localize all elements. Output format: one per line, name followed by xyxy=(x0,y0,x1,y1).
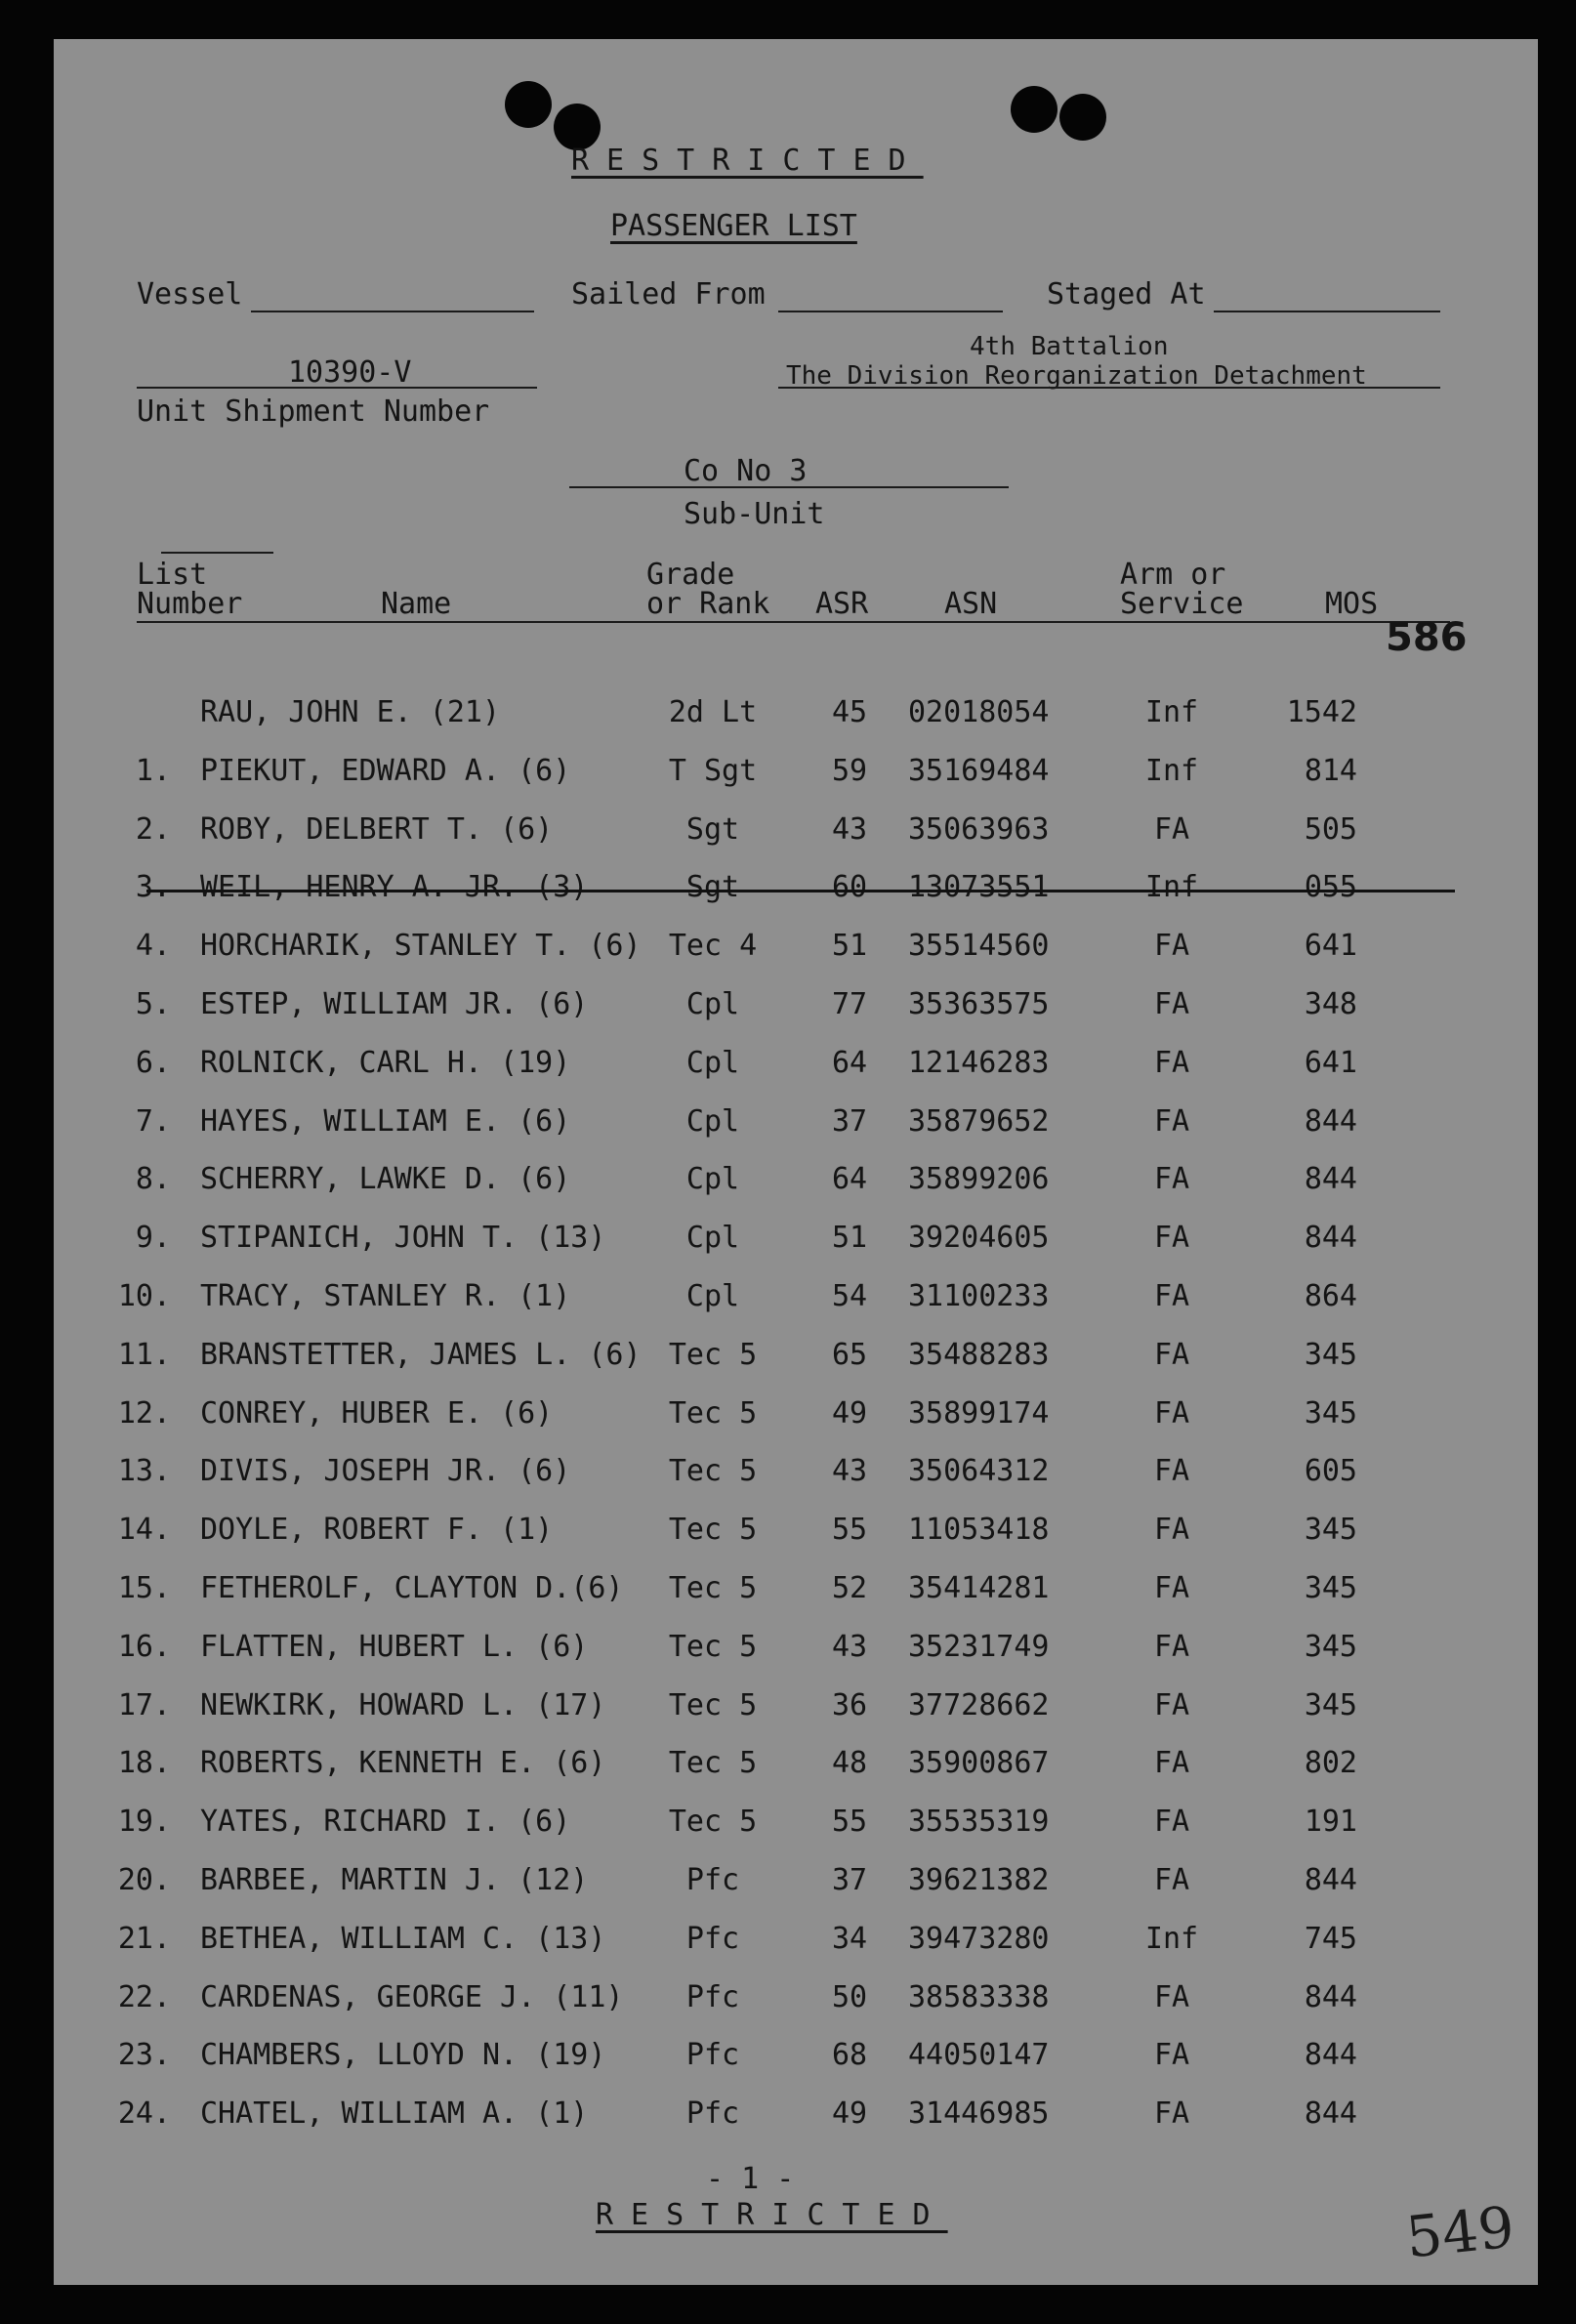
asr-score: 45 xyxy=(831,695,868,729)
mos-code: 802 xyxy=(1304,1746,1357,1781)
mos-code: 345 xyxy=(1304,1337,1357,1372)
passenger-name: TRACY, STANLEY R. (1) xyxy=(200,1279,571,1313)
table-row xyxy=(54,1279,1518,1318)
mos-code: 844 xyxy=(1304,1221,1357,1256)
table-row xyxy=(54,929,1518,968)
grade-rank: Tec 5 xyxy=(668,1454,758,1489)
grade-rank: Tec 4 xyxy=(668,929,758,964)
asn-number: 35535319 xyxy=(908,1805,1050,1840)
asr-score: 51 xyxy=(831,929,868,964)
arm-service: FA xyxy=(1153,811,1190,847)
row-number: 14. xyxy=(117,1513,171,1548)
grade-rank: Sgt xyxy=(685,811,740,847)
col-grade-1: Grade xyxy=(646,558,735,592)
arm-service: FA xyxy=(1153,1221,1190,1256)
arm-service: Inf xyxy=(1144,753,1199,788)
row-number: 16. xyxy=(117,1629,171,1664)
asn-number: 44050147 xyxy=(908,2038,1050,2073)
table-row xyxy=(54,1454,1518,1493)
table-row xyxy=(54,2096,1518,2136)
sailed-from-label: Sailed From xyxy=(571,277,766,311)
asr-score: 49 xyxy=(831,2096,868,2132)
asn-number: 35899174 xyxy=(908,1395,1050,1431)
arm-service: FA xyxy=(1153,1571,1190,1605)
shipment-number-line xyxy=(137,387,537,389)
mos-code: 348 xyxy=(1304,987,1357,1021)
vessel-field-line xyxy=(251,311,534,312)
arm-service: Inf xyxy=(1144,1921,1199,1956)
asn-number: 35063963 xyxy=(908,811,1050,847)
col-mos: MOS xyxy=(1325,587,1379,621)
staged-at-label: Staged At xyxy=(1047,277,1206,311)
passenger-name: BRANSTETTER, JAMES L. (6) xyxy=(200,1337,642,1372)
table-row xyxy=(54,1221,1518,1260)
row-number: 21. xyxy=(117,1921,171,1956)
page-stamp: 586 xyxy=(1386,615,1468,660)
asn-number: 35488283 xyxy=(908,1337,1050,1372)
passenger-name: NEWKIRK, HOWARD L. (17) xyxy=(200,1687,606,1722)
asr-score: 55 xyxy=(831,1513,868,1548)
row-number: 23. xyxy=(117,2038,171,2073)
asn-number: 35231749 xyxy=(908,1629,1050,1664)
row-number: 6. xyxy=(135,1045,171,1080)
asr-score: 49 xyxy=(831,1395,868,1431)
mos-code: 345 xyxy=(1304,1571,1357,1605)
mos-code: 745 xyxy=(1304,1921,1357,1956)
asn-number: 31446985 xyxy=(908,2096,1050,2132)
company: Co No 3 xyxy=(684,454,808,488)
passenger-name: CHAMBERS, LLOYD N. (19) xyxy=(200,2038,606,2073)
asn-number: 39204605 xyxy=(908,1221,1050,1256)
asr-score: 43 xyxy=(831,1629,868,1664)
grade-rank: Tec 5 xyxy=(668,1395,758,1431)
row-number: 10. xyxy=(117,1279,171,1313)
passenger-name: ROBY, DELBERT T. (6) xyxy=(200,811,554,847)
arm-service: FA xyxy=(1153,1454,1190,1489)
table-row xyxy=(54,695,1518,734)
vessel-label: Vessel xyxy=(137,277,243,311)
mos-code: 345 xyxy=(1304,1513,1357,1548)
grade-rank: Pfc xyxy=(685,1979,740,2014)
passenger-name: HAYES, WILLIAM E. (6) xyxy=(200,1103,571,1139)
arm-service: FA xyxy=(1153,1805,1190,1840)
table-row xyxy=(54,1571,1518,1610)
mos-code: 505 xyxy=(1304,811,1357,847)
asn-number: 02018054 xyxy=(908,695,1050,729)
mos-code: 345 xyxy=(1304,1395,1357,1431)
col-name: Name xyxy=(381,587,452,621)
arm-service: FA xyxy=(1153,1629,1190,1664)
col-asr: ASR xyxy=(815,587,869,621)
asr-score: 52 xyxy=(831,1571,868,1605)
sailed-from-field-line xyxy=(778,311,1003,312)
punch-hole xyxy=(1059,94,1106,141)
asr-score: 51 xyxy=(831,1221,868,1256)
row-number: 5. xyxy=(135,987,171,1021)
asn-number: 35879652 xyxy=(908,1103,1050,1139)
table-row xyxy=(54,987,1518,1026)
grade-rank: 2d Lt xyxy=(668,695,758,729)
table-row xyxy=(54,2038,1518,2077)
asr-score: 65 xyxy=(831,1337,868,1372)
grade-rank: Cpl xyxy=(685,1221,740,1256)
mos-code: 844 xyxy=(1304,2096,1357,2132)
asn-number: 35363575 xyxy=(908,987,1050,1021)
asr-score: 34 xyxy=(831,1921,868,1956)
grade-rank: Cpl xyxy=(685,1103,740,1139)
row-number: 4. xyxy=(135,929,171,964)
asr-score: 64 xyxy=(831,1045,868,1080)
passenger-name: YATES, RICHARD I. (6) xyxy=(200,1805,571,1840)
asr-score: 54 xyxy=(831,1279,868,1313)
restricted-header: RESTRICTED xyxy=(571,144,924,178)
arm-service: FA xyxy=(1153,2038,1190,2073)
asr-score: 68 xyxy=(831,2038,868,2073)
grade-rank: Tec 5 xyxy=(668,1746,758,1781)
mos-code: 864 xyxy=(1304,1279,1357,1313)
mos-code: 844 xyxy=(1304,1863,1357,1897)
asr-score: 43 xyxy=(831,1454,868,1489)
mos-code: 641 xyxy=(1304,929,1357,964)
passenger-name: ESTEP, WILLIAM JR. (6) xyxy=(200,987,589,1021)
asr-score: 50 xyxy=(831,1979,868,2014)
row-number: 8. xyxy=(135,1162,171,1197)
table-row xyxy=(54,1630,1518,1669)
passenger-name: DIVIS, JOSEPH JR. (6) xyxy=(200,1454,571,1489)
table-row xyxy=(54,812,1518,851)
row-number: 13. xyxy=(117,1454,171,1489)
battalion: 4th Battalion xyxy=(970,332,1169,361)
mos-code: 345 xyxy=(1304,1687,1357,1722)
row-number: 15. xyxy=(117,1571,171,1605)
asn-number: 38583338 xyxy=(908,1979,1050,2014)
passenger-name: ROLNICK, CARL H. (19) xyxy=(200,1045,571,1080)
grade-rank: Tec 5 xyxy=(668,1805,758,1840)
header-underline xyxy=(137,621,1450,623)
table-row xyxy=(54,1746,1518,1785)
asn-number: 13073551 xyxy=(908,870,1050,905)
table-row xyxy=(54,1922,1518,1961)
asn-number: 39473280 xyxy=(908,1921,1050,1956)
asn-number: 35064312 xyxy=(908,1454,1050,1489)
row-number: 11. xyxy=(117,1337,171,1372)
passenger-name: FETHEROLF, CLAYTON D.(6) xyxy=(200,1571,624,1605)
arm-service: FA xyxy=(1153,2096,1190,2132)
detachment-line xyxy=(778,387,1440,389)
table-row xyxy=(54,1805,1518,1844)
arm-service: FA xyxy=(1153,1746,1190,1781)
arm-service: Inf xyxy=(1144,870,1199,905)
asr-score: 55 xyxy=(831,1805,868,1840)
grade-rank: Tec 5 xyxy=(668,1337,758,1372)
row-number: 24. xyxy=(117,2096,171,2132)
row-number: 7. xyxy=(135,1103,171,1139)
asn-number: 39621382 xyxy=(908,1863,1050,1897)
grade-rank: Tec 5 xyxy=(668,1513,758,1548)
shipment-number-label: Unit Shipment Number xyxy=(137,394,490,429)
table-row xyxy=(54,1980,1518,2019)
row-number: 20. xyxy=(117,1863,171,1897)
asn-number: 11053418 xyxy=(908,1513,1050,1548)
grade-rank: Tec 5 xyxy=(668,1571,758,1605)
asr-score: 59 xyxy=(831,753,868,788)
col-asn: ASN xyxy=(944,587,998,621)
mos-code: 844 xyxy=(1304,2038,1357,2073)
grade-rank: Pfc xyxy=(685,2096,740,2132)
col-arm-2: Service xyxy=(1120,587,1244,621)
strikethrough-line xyxy=(146,890,1455,892)
grade-rank: Cpl xyxy=(685,1162,740,1197)
asr-score: 37 xyxy=(831,1103,868,1139)
row-number: 12. xyxy=(117,1395,171,1431)
passenger-name: PIEKUT, EDWARD A. (6) xyxy=(200,753,571,788)
grade-rank: Pfc xyxy=(685,1921,740,1956)
mos-code: 1542 xyxy=(1286,695,1357,729)
grade-rank: Sgt xyxy=(685,870,740,905)
asn-number: 35169484 xyxy=(908,753,1050,788)
document-page xyxy=(54,39,1538,2285)
table-row xyxy=(54,870,1518,909)
mos-code: 844 xyxy=(1304,1103,1357,1139)
table-row xyxy=(54,1513,1518,1552)
grade-rank: Cpl xyxy=(685,987,740,1021)
asn-number: 35900867 xyxy=(908,1746,1050,1781)
mos-code: 814 xyxy=(1304,753,1357,788)
document-title: PASSENGER LIST xyxy=(610,209,857,243)
asn-number: 35514560 xyxy=(908,929,1050,964)
table-row xyxy=(54,1396,1518,1435)
table-row xyxy=(54,754,1518,793)
arm-service: FA xyxy=(1153,1687,1190,1722)
arm-service: FA xyxy=(1153,1279,1190,1313)
row-number: 1. xyxy=(135,753,171,788)
arm-service: FA xyxy=(1153,1863,1190,1897)
company-line xyxy=(569,486,1009,488)
mos-code: 345 xyxy=(1304,1629,1357,1664)
col-list-number-2: Number xyxy=(137,587,243,621)
grade-rank: Tec 5 xyxy=(668,1687,758,1722)
page-number: - 1 - xyxy=(706,2162,795,2196)
passenger-name: BARBEE, MARTIN J. (12) xyxy=(200,1863,589,1897)
grade-rank: T Sgt xyxy=(668,753,758,788)
passenger-name: CHATEL, WILLIAM A. (1) xyxy=(200,2096,589,2132)
staged-at-field-line xyxy=(1214,311,1440,312)
mos-code: 605 xyxy=(1304,1454,1357,1489)
arm-service: FA xyxy=(1153,1103,1190,1139)
arm-service: FA xyxy=(1153,1513,1190,1548)
arm-service: FA xyxy=(1153,929,1190,964)
restricted-footer: RESTRICTED xyxy=(596,2198,948,2232)
mos-code: 844 xyxy=(1304,1162,1357,1197)
mos-code: 191 xyxy=(1304,1805,1357,1840)
shipment-number: 10390-V xyxy=(288,355,412,390)
table-row xyxy=(54,1104,1518,1143)
passenger-name: SCHERRY, LAWKE D. (6) xyxy=(200,1162,571,1197)
grade-rank: Cpl xyxy=(685,1045,740,1080)
asr-score: 43 xyxy=(831,811,868,847)
passenger-name: HORCHARIK, STANLEY T. (6) xyxy=(200,929,642,964)
arm-service: FA xyxy=(1153,1162,1190,1197)
asr-score: 64 xyxy=(831,1162,868,1197)
row-number: 2. xyxy=(135,811,171,847)
grade-rank: Tec 5 xyxy=(668,1629,758,1664)
passenger-name: BETHEA, WILLIAM C. (13) xyxy=(200,1921,606,1956)
arm-service: FA xyxy=(1153,1395,1190,1431)
punch-hole xyxy=(1011,86,1058,133)
row-number: 17. xyxy=(117,1687,171,1722)
arm-service: Inf xyxy=(1144,695,1199,729)
table-row xyxy=(54,1688,1518,1727)
header-mark xyxy=(161,552,273,554)
mos-code: 055 xyxy=(1304,870,1357,905)
punch-hole xyxy=(505,81,552,128)
asr-score: 48 xyxy=(831,1746,868,1781)
mos-code: 641 xyxy=(1304,1045,1357,1080)
asn-number: 37728662 xyxy=(908,1687,1050,1722)
grade-rank: Pfc xyxy=(685,2038,740,2073)
mos-code: 844 xyxy=(1304,1979,1357,2014)
arm-service: FA xyxy=(1153,1979,1190,2014)
asn-number: 35899206 xyxy=(908,1162,1050,1197)
arm-service: FA xyxy=(1153,987,1190,1021)
sub-unit-label: Sub-Unit xyxy=(684,497,825,531)
asr-score: 37 xyxy=(831,1863,868,1897)
handwritten-number: 549 xyxy=(1402,2193,1517,2271)
detachment: The Division Reorganization Detachment xyxy=(786,361,1367,391)
asr-score: 77 xyxy=(831,987,868,1021)
row-number: 19. xyxy=(117,1805,171,1840)
arm-service: FA xyxy=(1153,1337,1190,1372)
passenger-name: CONREY, HUBER E. (6) xyxy=(200,1395,554,1431)
grade-rank: Cpl xyxy=(685,1279,740,1313)
grade-rank: Pfc xyxy=(685,1863,740,1897)
asn-number: 35414281 xyxy=(908,1571,1050,1605)
asn-number: 12146283 xyxy=(908,1045,1050,1080)
table-row xyxy=(54,1863,1518,1902)
passenger-name: CARDENAS, GEORGE J. (11) xyxy=(200,1979,624,2014)
asn-number: 31100233 xyxy=(908,1279,1050,1313)
col-list-number-1: List xyxy=(137,558,208,592)
asr-score: 60 xyxy=(831,870,868,905)
table-row xyxy=(54,1338,1518,1377)
passenger-name: ROBERTS, KENNETH E. (6) xyxy=(200,1746,606,1781)
row-number: 22. xyxy=(117,1979,171,2014)
row-number: 9. xyxy=(135,1221,171,1256)
col-grade-2: or Rank xyxy=(646,587,770,621)
asr-score: 36 xyxy=(831,1687,868,1722)
passenger-name: STIPANICH, JOHN T. (13) xyxy=(200,1221,606,1256)
table-row xyxy=(54,1162,1518,1201)
col-arm-1: Arm or xyxy=(1120,558,1226,592)
row-number: 3. xyxy=(135,870,171,905)
arm-service: FA xyxy=(1153,1045,1190,1080)
table-row xyxy=(54,1046,1518,1085)
passenger-name: FLATTEN, HUBERT L. (6) xyxy=(200,1629,589,1664)
row-number: 18. xyxy=(117,1746,171,1781)
passenger-name: WEIL, HENRY A. JR. (3) xyxy=(200,870,589,905)
passenger-name: RAU, JOHN E. (21) xyxy=(200,695,501,729)
passenger-name: DOYLE, ROBERT F. (1) xyxy=(200,1513,554,1548)
